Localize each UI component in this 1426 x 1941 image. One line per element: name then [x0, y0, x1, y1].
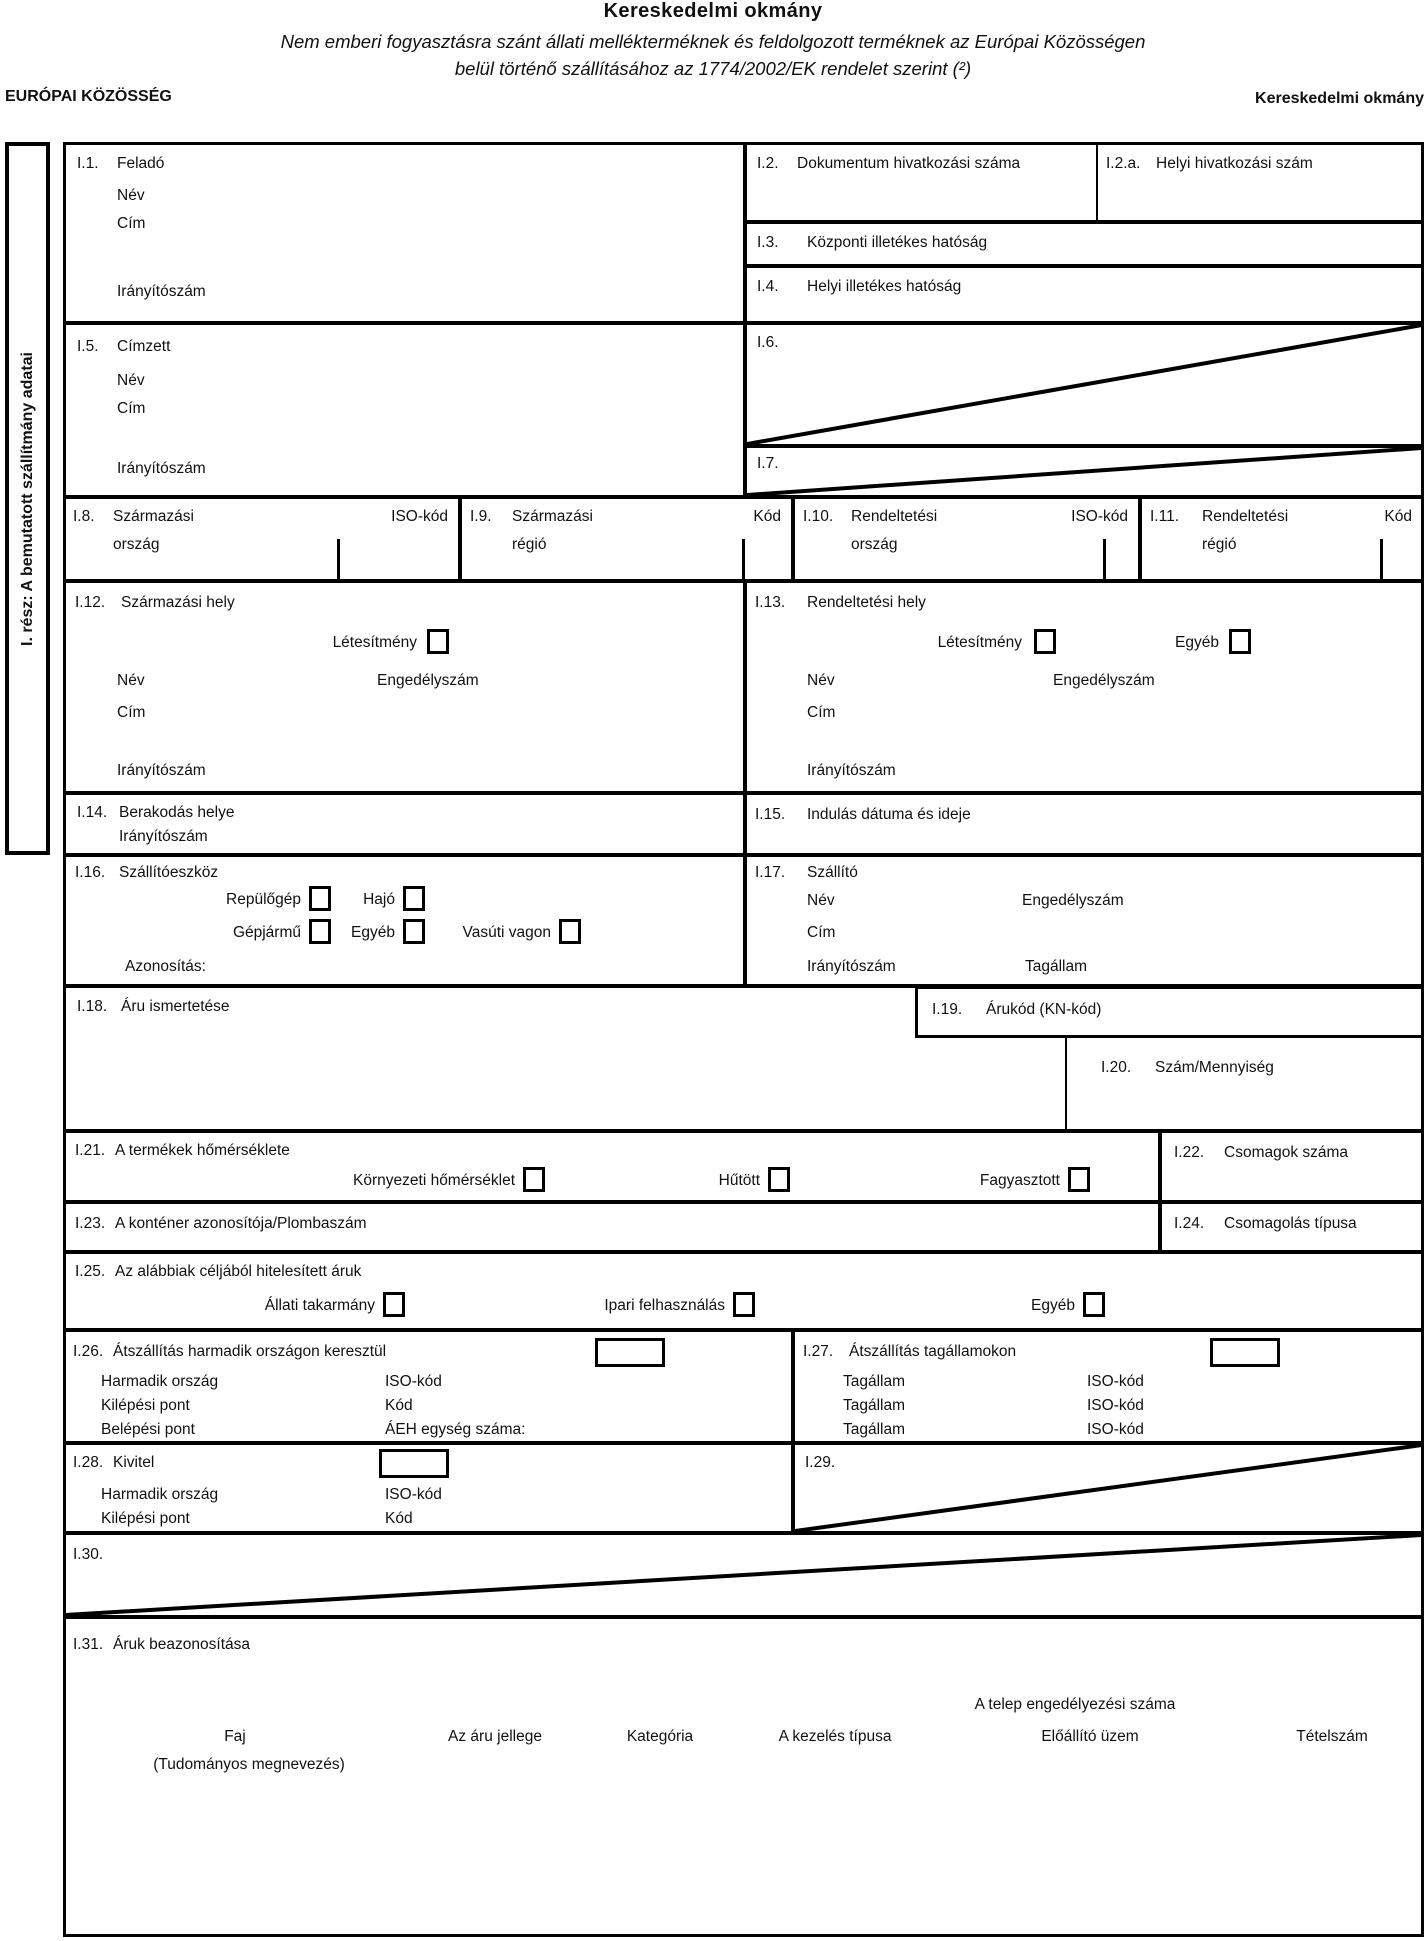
- field-number: I.27.: [803, 1343, 834, 1360]
- name-label: Név: [807, 672, 835, 689]
- diagonal-strikethrough: [747, 448, 1422, 495]
- postcode-label: Irányítószám: [117, 460, 206, 477]
- field-label: Árukód (KN-kód): [986, 1001, 1102, 1018]
- page-title: Kereskedelmi okmány: [603, 0, 823, 22]
- field-i20-quantity: [1065, 1038, 1424, 1131]
- member-state-label: Tagállam: [1025, 958, 1088, 975]
- field-label: Kivitel: [113, 1454, 155, 1471]
- field-label: Áru ismertetése: [121, 998, 230, 1015]
- field-label: Átszállítás harmadik országon keresztül: [113, 1343, 387, 1360]
- field-i16-means-of-transport: [63, 855, 745, 986]
- field-number: I.28.: [73, 1454, 104, 1471]
- address-label: Cím: [807, 704, 836, 721]
- field-label: Az alábbiak céljából hitelesített áruk: [115, 1263, 362, 1280]
- field-number: I.10.: [803, 508, 834, 525]
- page-subtitle-line1: Nem emberi fogyasztásra szánt állati mellékterméknek és feldolgozott terméknek az Európai Közösségen: [280, 31, 1146, 52]
- field-label: Csomagolás típusa: [1224, 1215, 1357, 1232]
- field-i5-consignee: [63, 323, 745, 497]
- field-i24-type-of-packaging: [1160, 1202, 1424, 1252]
- field-i23-container-seal: [63, 1202, 1160, 1252]
- field-i30-crossed: [63, 1533, 1424, 1617]
- bip-unit-label: ÁEH egység száma:: [385, 1421, 526, 1438]
- field-i29-crossed: [793, 1443, 1424, 1533]
- field-number: I.13.: [755, 594, 786, 611]
- diagonal-strikethrough: [795, 1445, 1422, 1531]
- field-i8-origin-country: [63, 497, 460, 581]
- address-label: Cím: [807, 924, 836, 941]
- field-label: Berakodás helye: [119, 804, 235, 821]
- field-i15-departure-datetime: [745, 793, 1424, 855]
- field-label: Indulás dátuma és ideje: [807, 806, 971, 823]
- column-nature-of-commodity: Az áru jellege: [448, 1728, 542, 1745]
- field-number: I.25.: [75, 1263, 106, 1280]
- code-label: Kód: [753, 508, 781, 525]
- caption-commercial-document: Kereskedelmi okmány: [1255, 90, 1424, 107]
- field-i9-origin-region: [460, 497, 793, 581]
- address-label: Cím: [117, 400, 146, 417]
- third-country-label: Harmadik ország: [101, 1486, 219, 1503]
- checkbox-establishment-i12[interactable]: [427, 629, 449, 654]
- checkbox-transit-member-states[interactable]: [1210, 1338, 1280, 1367]
- railway-label: Vasúti vagon: [462, 924, 551, 941]
- field-number: I.31.: [73, 1636, 104, 1653]
- field-i11-destination-region: [1140, 497, 1424, 581]
- column-category: Kategória: [626, 1728, 694, 1745]
- part-1-sidebar-label: I. rész: A bemutatott szállítmány adatai: [18, 351, 36, 646]
- code-divider: [1380, 539, 1383, 579]
- field-number: I.11.: [1150, 508, 1180, 525]
- field-label: Címzett: [117, 338, 171, 355]
- field-label: Átszállítás tagállamokon: [849, 1343, 1017, 1360]
- field-i19-commodity-code: [915, 986, 1424, 1038]
- field-i28-export: [63, 1443, 793, 1533]
- checkbox-other-purpose[interactable]: [1083, 1292, 1105, 1317]
- ambient-label: Környezeti hőmérséklet: [353, 1172, 515, 1189]
- field-number: I.17.: [755, 864, 786, 881]
- address-label: Cím: [117, 215, 146, 232]
- industrial-use-label: Ipari felhasználás: [604, 1297, 725, 1314]
- diagonal-strikethrough: [747, 325, 1422, 444]
- column-manufacturing-plant: Előállító üzem: [1041, 1728, 1139, 1745]
- field-label: Szállító: [807, 864, 858, 881]
- field-number: I.7.: [757, 455, 779, 472]
- code-divider: [1103, 539, 1106, 579]
- third-country-label: Harmadik ország: [101, 1373, 219, 1390]
- field-i26-transit-third-country: [63, 1330, 793, 1443]
- field-i27-transit-member-states: [793, 1330, 1424, 1443]
- field-number: I.12.: [75, 594, 106, 611]
- field-number: I.9.: [470, 508, 492, 525]
- field-number: I.6.: [757, 334, 779, 351]
- name-label: Név: [117, 372, 145, 389]
- field-number: I.4.: [757, 278, 779, 295]
- field-number: I.18.: [77, 998, 108, 1015]
- field-number: I.16.: [75, 864, 106, 881]
- field-label: ország: [113, 536, 160, 553]
- field-i3-central-authority: [745, 222, 1424, 266]
- member-state-label: Tagállam: [843, 1373, 906, 1390]
- exit-point-label: Kilépési pont: [101, 1397, 190, 1414]
- identification-label: Azonosítás:: [125, 958, 206, 975]
- approval-number-label: Engedélyszám: [377, 672, 479, 689]
- field-label: régió: [1202, 536, 1237, 553]
- field-number: I.1.: [77, 155, 99, 172]
- field-label: Származási: [512, 508, 593, 525]
- checkbox-plane[interactable]: [309, 886, 331, 911]
- field-number: I.19.: [932, 1001, 963, 1018]
- field-i22-number-of-packages: [1160, 1131, 1424, 1202]
- field-i10-destination-country: [793, 497, 1140, 581]
- checkbox-chilled[interactable]: [768, 1167, 790, 1192]
- checkbox-railway[interactable]: [559, 919, 581, 944]
- name-label: Név: [117, 187, 145, 204]
- field-label: ország: [851, 536, 898, 553]
- field-i4-local-authority: [745, 266, 1424, 323]
- field-label: Származási: [113, 508, 194, 525]
- entry-point-label: Belépési pont: [101, 1421, 195, 1438]
- field-i2a-local-ref: [1096, 142, 1424, 222]
- field-number: I.3.: [757, 234, 779, 251]
- field-number: I.30.: [73, 1546, 104, 1563]
- plant-approval-number-label: A telep engedélyezési száma: [974, 1696, 1176, 1713]
- field-label: Rendeltetési: [1202, 508, 1289, 525]
- code-divider: [742, 539, 745, 579]
- frozen-label: Fagyasztott: [979, 1172, 1060, 1189]
- diagonal-strikethrough: [65, 1535, 1422, 1615]
- code-label: Kód: [385, 1510, 413, 1527]
- field-i25-certified-purpose: [63, 1252, 1424, 1330]
- field-i2-document-ref: [745, 142, 1098, 222]
- checkbox-vehicle[interactable]: [309, 919, 331, 944]
- checkbox-transit-third-country[interactable]: [595, 1338, 665, 1367]
- field-label: Feladó: [117, 155, 165, 172]
- code-label: ISO-kód: [391, 508, 448, 525]
- field-i6-crossed: [745, 323, 1424, 446]
- field-i17-transporter: [745, 855, 1424, 986]
- field-number: I.29.: [805, 1454, 836, 1471]
- field-number: I.14.: [77, 804, 108, 821]
- approval-number-label: Engedélyszám: [1053, 672, 1155, 689]
- field-label: Áruk beazonosítása: [113, 1636, 251, 1653]
- other-purpose-label: Egyéb: [1031, 1297, 1075, 1314]
- field-number: I.26.: [73, 1343, 104, 1360]
- checkbox-ship[interactable]: [403, 886, 425, 911]
- chilled-label: Hűtött: [718, 1172, 760, 1189]
- field-i14-place-of-loading: [63, 793, 745, 855]
- other-label: Egyéb: [1175, 634, 1219, 651]
- field-label: Központi illetékes hatóság: [807, 234, 988, 251]
- animal-feed-label: Állati takarmány: [264, 1297, 375, 1314]
- plane-label: Repülőgép: [226, 891, 301, 908]
- field-label: Helyi illetékes hatóság: [807, 278, 962, 295]
- field-label: Szám/Mennyiség: [1155, 1059, 1274, 1076]
- name-label: Név: [117, 672, 145, 689]
- vehicle-label: Gépjármű: [232, 924, 301, 941]
- postcode-label: Irányítószám: [807, 762, 896, 779]
- code-divider: [337, 539, 340, 579]
- iso-code-label: ISO-kód: [385, 1486, 442, 1503]
- iso-code-label: ISO-kód: [385, 1373, 442, 1390]
- field-number: I.22.: [1174, 1144, 1205, 1161]
- postcode-label: Irányítószám: [807, 958, 896, 975]
- code-label: Kód: [385, 1397, 413, 1414]
- other-label: Egyéb: [351, 924, 395, 941]
- field-i31-identification-of-commodities: [63, 1617, 1424, 1937]
- field-i7-crossed: [745, 446, 1424, 497]
- postcode-label: Irányítószám: [117, 762, 206, 779]
- field-i1-consignor: [63, 142, 745, 323]
- field-number: I.8.: [73, 508, 95, 525]
- name-label: Név: [807, 892, 835, 909]
- field-number: I.5.: [77, 338, 99, 355]
- caption-european-community: EURÓPAI KÖZÖSSÉG: [5, 88, 172, 105]
- approval-number-label: Engedélyszám: [1022, 892, 1124, 909]
- part-1-sidebar: [5, 142, 50, 855]
- field-number: I.20.: [1101, 1059, 1132, 1076]
- iso-code-label: ISO-kód: [1087, 1373, 1144, 1390]
- address-label: Cím: [117, 704, 146, 721]
- iso-code-label: ISO-kód: [1087, 1397, 1144, 1414]
- field-label: A konténer azonosítója/Plombaszám: [115, 1215, 367, 1232]
- field-label: Dokumentum hivatkozási száma: [797, 155, 1021, 172]
- field-label: A termékek hőmérséklete: [115, 1142, 290, 1159]
- checkbox-export[interactable]: [379, 1449, 449, 1478]
- field-number: I.2.a.: [1106, 155, 1141, 172]
- checkbox-industrial-use[interactable]: [733, 1292, 755, 1317]
- checkbox-frozen[interactable]: [1068, 1167, 1090, 1192]
- checkbox-animal-feed[interactable]: [383, 1292, 405, 1317]
- field-number: I.21.: [75, 1142, 106, 1159]
- postcode-label: Irányítószám: [117, 283, 206, 300]
- column-batch-number: Tételszám: [1296, 1728, 1368, 1745]
- code-label: Kód: [1384, 508, 1412, 525]
- field-label: Származási hely: [121, 594, 235, 611]
- checkbox-other-i13[interactable]: [1229, 629, 1251, 654]
- ship-label: Hajó: [363, 891, 395, 908]
- member-state-label: Tagállam: [843, 1421, 906, 1438]
- checkbox-ambient[interactable]: [523, 1167, 545, 1192]
- field-i12-place-of-origin: [63, 581, 745, 793]
- field-label: Szállítóeszköz: [119, 864, 219, 881]
- establishment-label: Létesítmény: [332, 634, 417, 651]
- field-label: Rendeltetési hely: [807, 594, 926, 611]
- field-number: I.2.: [757, 155, 779, 172]
- column-treatment-type: A kezelés típusa: [778, 1728, 892, 1745]
- postcode-label: Irányítószám: [119, 828, 208, 845]
- checkbox-establishment-i13[interactable]: [1034, 629, 1056, 654]
- checkbox-other-transport[interactable]: [403, 919, 425, 944]
- iso-code-label: ISO-kód: [1087, 1421, 1144, 1438]
- field-i13-place-of-destination: [745, 581, 1424, 793]
- member-state-label: Tagállam: [843, 1397, 906, 1414]
- field-number: I.15.: [755, 806, 786, 823]
- field-i21-product-temperature: [63, 1131, 1160, 1202]
- field-label: Csomagok száma: [1224, 1144, 1349, 1161]
- field-label: régió: [512, 536, 547, 553]
- field-number: I.24.: [1174, 1215, 1205, 1232]
- field-label: Rendeltetési: [851, 508, 938, 525]
- establishment-label: Létesítmény: [937, 634, 1022, 651]
- code-label: ISO-kód: [1071, 508, 1128, 525]
- column-species: Faj: [224, 1728, 246, 1745]
- field-label: Helyi hivatkozási szám: [1156, 155, 1313, 172]
- page-subtitle-line2: belül történő szállításához az 1774/2002/EK rendelet szerint (²): [454, 58, 972, 79]
- exit-point-label: Kilépési pont: [101, 1510, 190, 1527]
- field-number: I.23.: [75, 1215, 106, 1232]
- scientific-name-label: (Tudományos megnevezés): [153, 1756, 345, 1773]
